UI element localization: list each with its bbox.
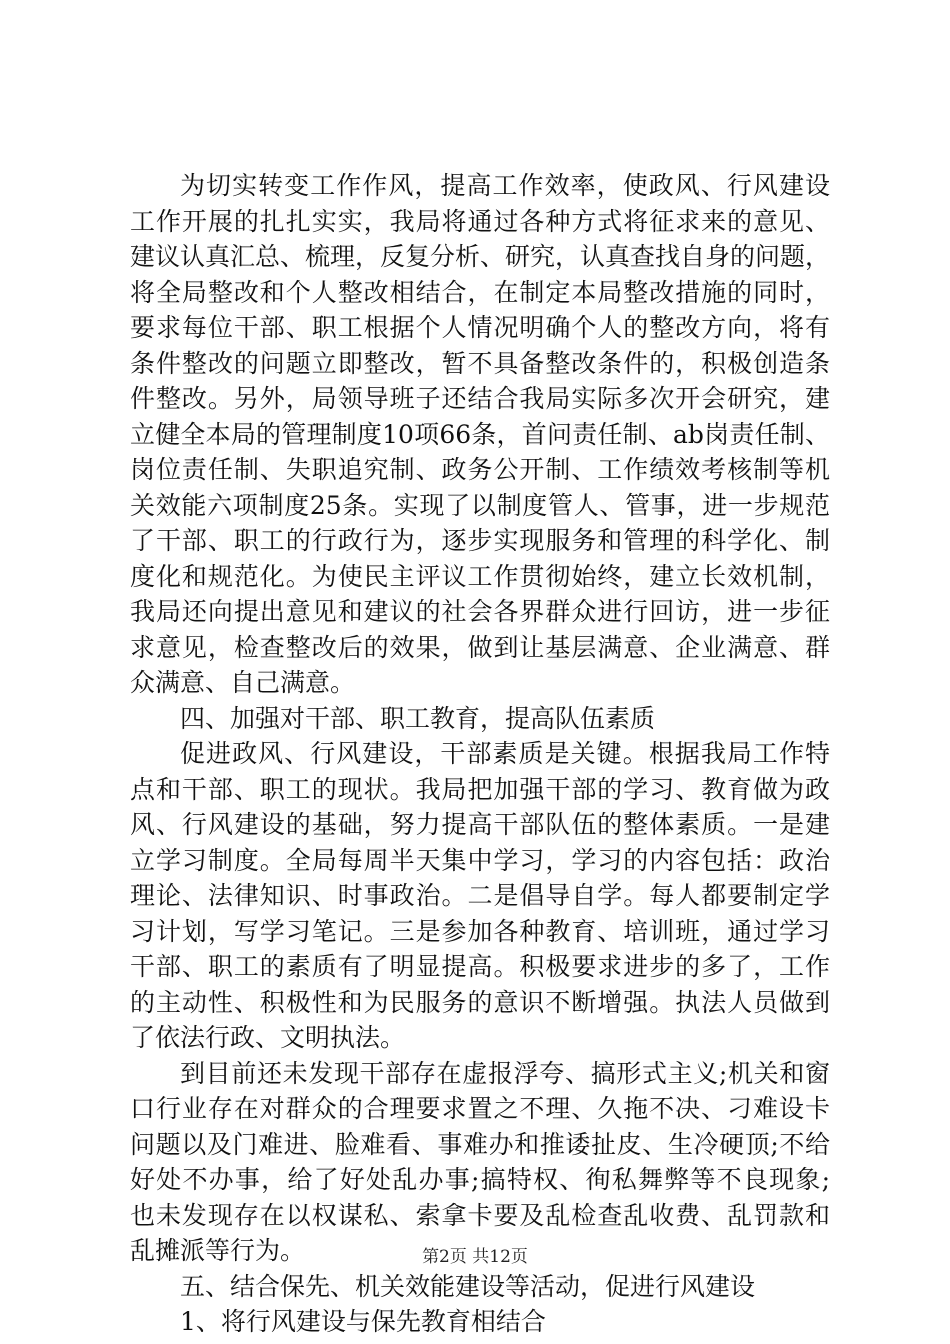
text-line: 的主动性、积极性和为民服务的意识不断增强。执法人员做到	[130, 987, 830, 1017]
text-line: 点和干部、职工的现状。我局把加强干部的学习、教育做为政	[130, 774, 830, 804]
paragraph	[130, 736, 830, 1056]
text-line: 口行业存在对群众的合理要求置之不理、久拖不决、刁难设卡	[130, 1094, 830, 1123]
text-line: 好处不办事，给了好处乱办事;搞特权、徇私舞弊等不良现象;	[130, 1165, 830, 1194]
text-line: 关效能六项制度25条。实现了以制度管人、管事，进一步规范	[130, 490, 830, 520]
paragraph	[130, 701, 830, 737]
text-line: 了干部、职工的行政行为，逐步实现服务和管理的科学化、制	[130, 526, 830, 555]
text-line: 件整改。另外，局领导班子还结合我局实际多次开会研究，建	[130, 384, 830, 413]
text-line: 立学习制度。全局每周半天集中学习，学习的内容包括：政治	[130, 845, 830, 875]
paragraph	[130, 168, 830, 701]
text-line: 促进政风、行风建设，干部素质是关键。根据我局工作特	[180, 739, 830, 768]
text-line: 五、结合保先、机关效能建设等活动，促进行风建设	[180, 1271, 756, 1301]
text-line: 我局还向提出意见和建议的社会各界群众进行回访，进一步征	[130, 597, 830, 626]
text-line: 理论、法律知识、时事政治。二是倡导自学。每人都要制定学	[130, 881, 830, 910]
text-line: 度化和规范化。为使民主评议工作贯彻始终，建立长效机制，	[130, 561, 830, 591]
text-line: 条件整改的问题立即整改，暂不具备整改条件的，积极创造条	[130, 348, 830, 378]
text-line: 立健全本局的管理制度10项66条，首问责任制、ab岗责任制、	[130, 419, 830, 449]
text-line: 习计划，写学习笔记。三是参加各种教育、培训班，通过学习	[130, 916, 830, 946]
text-line: 也未发现存在以权谋私、索拿卡要及乱检查乱收费、乱罚款和	[130, 1200, 830, 1230]
text-line: 将全局整改和个人整改相结合，在制定本局整改措施的同时，	[130, 277, 830, 307]
text-line: 工作开展的扎扎实实，我局将通过各种方式将征求来的意见、	[130, 206, 830, 236]
text-line: 建议认真汇总、梳理，反复分析、研究，认真查找自身的问题，	[130, 242, 831, 271]
text-line: 岗位责任制、失职追究制、政务公开制、工作绩效考核制等机	[130, 455, 830, 484]
text-line: 为切实转变工作作风，提高工作效率，使政风、行风建设	[180, 171, 830, 200]
text-line: 问题以及门难进、脸难看、事难办和推诿扯皮、生冷硬顶;不给	[130, 1129, 830, 1159]
text-line: 到目前还未发现干部存在虚报浮夸、搞形式主义;机关和窗	[180, 1058, 830, 1088]
document-body	[130, 168, 830, 1340]
paragraph	[130, 1056, 830, 1269]
paragraph	[130, 1304, 830, 1340]
text-line: 风、行风建设的基础，努力提高干部队伍的整体素质。一是建	[130, 810, 830, 839]
text-line: 四、加强对干部、职工教育，提高队伍素质	[180, 703, 656, 733]
paragraph	[130, 1269, 830, 1305]
text-line: 众满意、自己满意。	[130, 668, 356, 697]
text-line: 干部、职工的素质有了明显提高。积极要求进步的多了，工作	[130, 952, 830, 981]
text-line: 求意见，检查整改后的效果，做到让基层满意、企业满意、群	[130, 632, 830, 662]
text-line: 要求每位干部、职工根据个人情况明确个人的整改方向，将有	[130, 313, 830, 342]
text-line: 1、将行风建设与保先教育相结合	[180, 1307, 546, 1336]
text-line: 乱摊派等行为。	[130, 1236, 306, 1265]
text-line: 了依法行政、文明执法。	[130, 1023, 406, 1052]
page-footer: 第2页 共12页	[422, 1247, 528, 1267]
